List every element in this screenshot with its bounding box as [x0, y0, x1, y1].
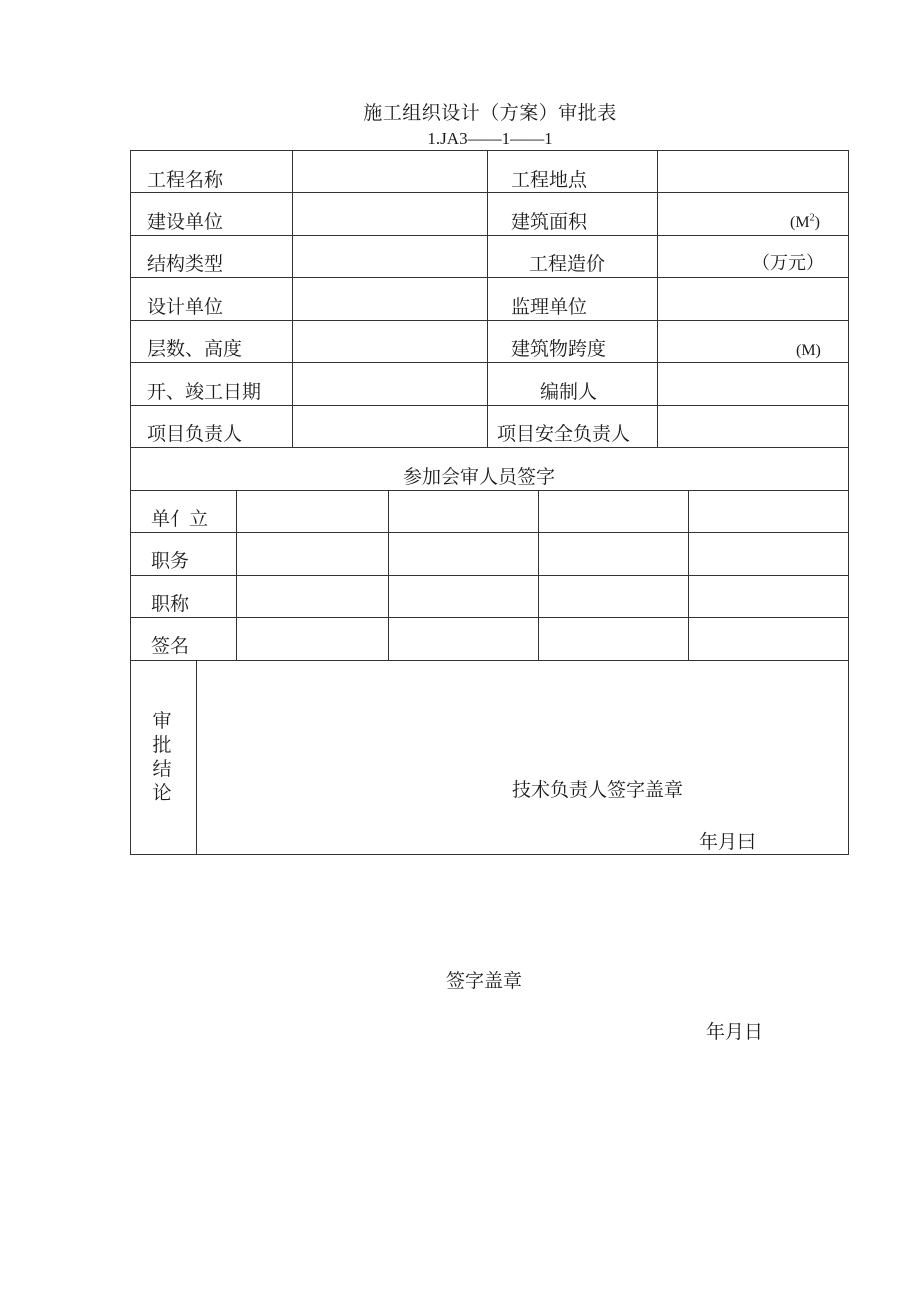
technical-manager-signature: 技术负责人签字盖章	[512, 779, 684, 801]
label-design-unit: 设计单位	[147, 296, 224, 318]
form-code: 1.JA3——1——1	[427, 129, 553, 148]
unit-span: (M)	[796, 342, 821, 359]
row-divider	[130, 490, 849, 491]
col-divider	[487, 150, 488, 447]
table-border-bottom	[130, 854, 849, 855]
col-divider	[538, 490, 539, 660]
label-construction-unit: 建设单位	[147, 211, 224, 233]
row-divider	[130, 192, 849, 193]
label-structure-type: 结构类型	[147, 253, 224, 275]
label-start-end-date: 开、竣工日期	[147, 381, 262, 403]
conclusion-label: 审 批 结 论	[152, 710, 172, 804]
table-border-top	[130, 150, 849, 151]
label-safety-manager: 项目安全负责人	[497, 423, 631, 445]
row-divider	[130, 320, 849, 321]
row-divider	[130, 532, 849, 533]
unit-cost: （万元）	[752, 253, 824, 274]
label-building-area: 建筑面积	[511, 211, 588, 233]
label-project-manager: 项目负责人	[147, 423, 243, 445]
table-border-right	[848, 150, 849, 854]
unit-area: $(M^2)$	[790, 212, 820, 231]
row-divider	[130, 617, 849, 618]
reviewer-label-position: 职务	[151, 550, 190, 572]
row-divider	[130, 575, 849, 576]
col-divider	[688, 490, 689, 660]
label-floors-height: 层数、高度	[147, 338, 243, 360]
label-project-name: 工程名称	[147, 169, 224, 191]
reviewer-label-signature: 签名	[151, 635, 190, 657]
footer-date: 年月日	[706, 1021, 764, 1043]
table-border-left	[130, 150, 131, 854]
label-supervision-unit: 监理单位	[511, 296, 588, 318]
label-project-location: 工程地点	[511, 169, 588, 191]
col-divider	[196, 660, 197, 854]
row-divider	[130, 277, 849, 278]
reviewer-label-unit: 单亻立	[151, 508, 209, 530]
row-divider	[130, 405, 849, 406]
col-divider	[292, 150, 293, 447]
conclusion-date: 年月曰	[699, 831, 757, 853]
label-building-span: 建筑物跨度	[511, 338, 607, 360]
reviewers-header: 参加会审人员签字	[403, 466, 556, 488]
col-divider	[236, 490, 237, 660]
row-divider	[130, 235, 849, 236]
label-compiler: 编制人	[540, 381, 598, 403]
footer-signature: 签字盖章	[446, 970, 523, 992]
col-divider	[388, 490, 389, 660]
row-divider	[130, 447, 849, 448]
reviewer-label-title: 职称	[151, 593, 190, 615]
form-title: 施工组织设计（方案）审批表	[363, 103, 617, 124]
label-project-cost: 工程造价	[529, 253, 606, 275]
row-divider	[130, 362, 849, 363]
col-divider	[657, 150, 658, 447]
row-divider	[130, 660, 849, 661]
